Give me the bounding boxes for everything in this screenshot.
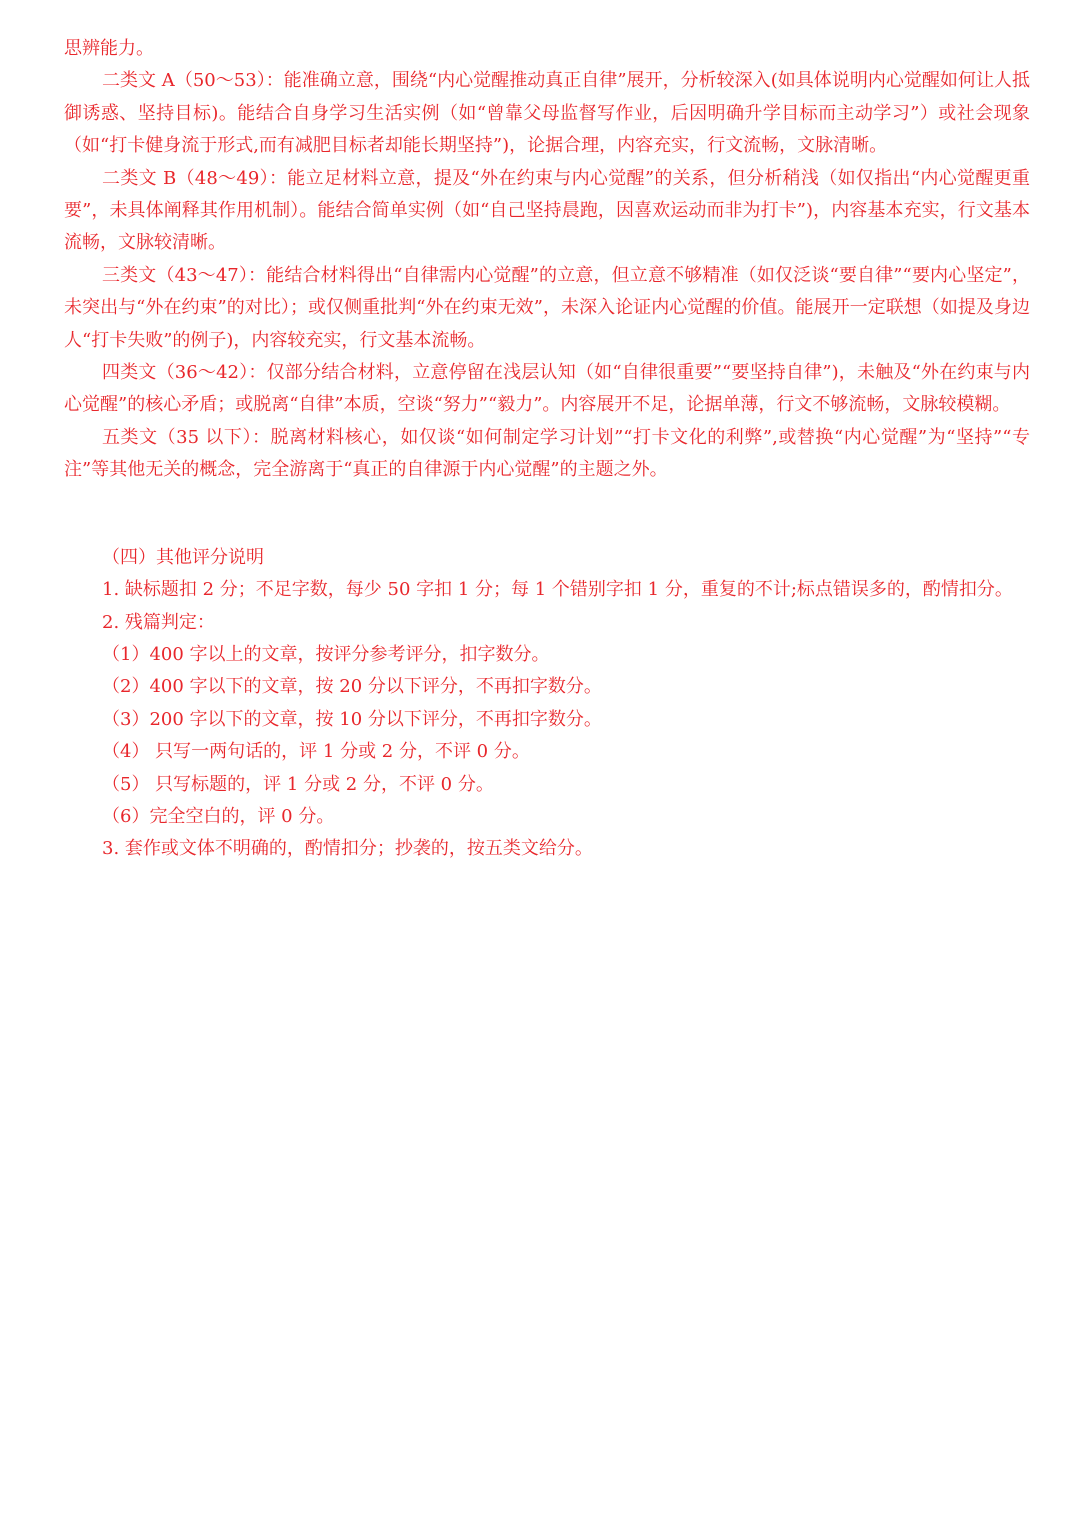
grade-3-paragraph: 三类文（43～47）：能结合材料得出“自律需内心觉醒”的立意，但立意不够精准（如仅泛谈“要自律”“要内心坚定”，未突出与“外在约束”的对比）；或仅侧重批判“外在约束无效”，未深入论证内心觉醒的价值。能展开一定联想（如提及身边人“打卡失败”的例子)，内容较充实，行文基本流畅。: [64, 264, 1030, 351]
grade-2a-paragraph: 二类文 A（50～53）：能准确立意，围绕“内心觉醒推动真正自律”展开，分析较深入(如具体说明内心觉醒如何让人抵御诱惑、坚持目标)。能结合自身学习生活实例（如“曾靠父母监督写作业，后因明确升学目标而主动学习”）或社会现象（如“打卡健身流于形式,而有减肥目标者却能长期坚持”)，论据合理，内容充实，行文流畅，文脉清晰。: [64, 70, 1030, 157]
rule-2-title: 2. 残篇判定：: [102, 611, 215, 633]
rule-3: 3. 套作或文体不明确的，酌情扣分；抄袭的，按五类文给分。: [102, 838, 593, 860]
grade-5-paragraph: 五类文（35 以下）：脱离材料核心，如仅谈“如何制定学习计划”“打卡文化的利弊”,或替换“内心觉醒”为“坚持”“专注”等其他无关的概念，完全游离于“真正的自律源于内心觉醒”的主题之外。: [64, 426, 1030, 481]
rule-2-item: （2）400 字以下的文章，按 20 分以下评分，不再扣字数分。: [102, 676, 602, 698]
rule-2-item: （1）400 字以上的文章，按评分参考评分，扣字数分。: [102, 643, 550, 665]
document-page: [64, 33, 1030, 866]
grade-4-paragraph: 四类文（36～42）：仅部分结合材料，立意停留在浅层认知（如“自律很重要”“要坚持自律”)，未触及“外在约束与内心觉醒”的核心矛盾；或脱离“自律”本质，空谈“努力”“毅力”。内容展开不足，论据单薄，行文不够流畅，文脉较模糊。: [64, 362, 1030, 416]
section-title: （四）其他评分说明: [102, 546, 264, 568]
rule-2-item: （3）200 字以下的文章，按 10 分以下评分，不再扣字数分。: [102, 708, 602, 730]
rule-2-item: （6）完全空白的，评 0 分。: [102, 805, 335, 827]
rule-2-item: （4） 只写一两句话的，评 1 分或 2 分，不评 0 分。: [102, 741, 530, 763]
rule-2-item: （5） 只写标题的，评 1 分或 2 分，不评 0 分。: [102, 773, 494, 795]
lead-line: 思辨能力。: [64, 38, 154, 59]
rule-1: 1. 缺标题扣 2 分；不足字数，每少 50 字扣 1 分；每 1 个错别字扣 1 分，重复的不计;标点错误多的，酌情扣分。: [102, 579, 1013, 601]
grade-2b-paragraph: 二类文 B（48～49）：能立足材料立意，提及“外在约束与内心觉醒”的关系，但分析稍浅（如仅指出“内心觉醒更重要”，未具体阐释其作用机制）。能结合简单实例（如“自己坚持晨跑，因喜欢运动而非为打卡”)，内容基本充实，行文基本流畅，文脉较清晰。: [64, 167, 1030, 254]
